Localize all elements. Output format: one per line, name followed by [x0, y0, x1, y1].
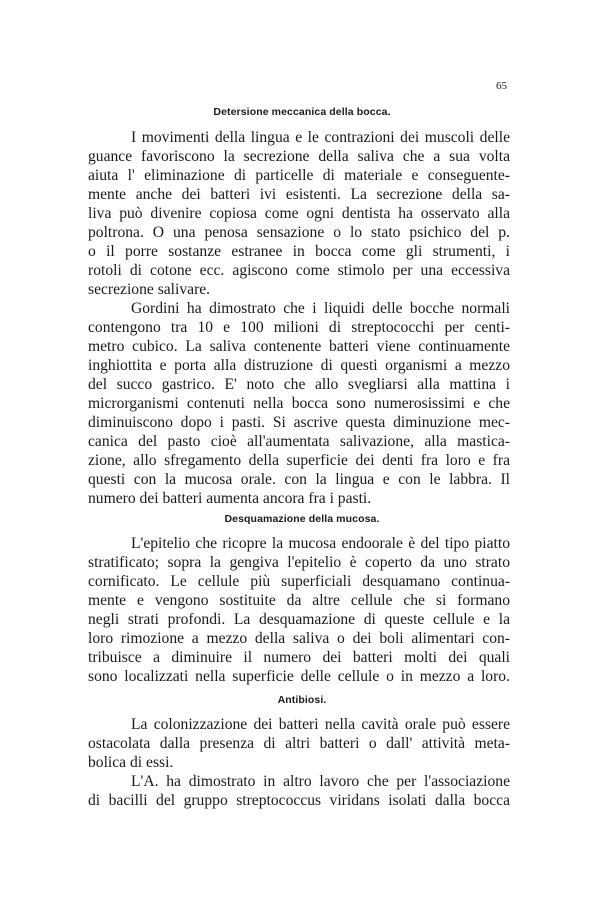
text-line: La colonizzazione dei batteri nella cavità orale può essere — [131, 716, 510, 733]
text-line: metro cubico. La saliva contenente batteri viene continuamente — [88, 338, 510, 355]
text-line: poltrona. O una penosa sensazione o lo stato psichico del p. — [88, 224, 510, 241]
text-line: di bacilli del gruppo streptococcus viridans isolati dalla bocca — [88, 792, 510, 809]
text-line: del succo gastrico. E' noto che allo svegliarsi alla mattina i — [88, 376, 510, 393]
text-line: rotoli di cotone ecc. agiscono come stimolo per una eccessiva — [88, 262, 510, 279]
text-line: mente anche dei batteri ivi esistenti. La secrezione della sa- — [88, 186, 510, 203]
text-line: I movimenti della lingua e le contrazioni dei muscoli delle — [131, 129, 510, 146]
text-line: Gordini ha dimostrato che i liquidi delle bocche normali — [131, 300, 510, 317]
text-line: cornificato. Le cellule più superficiali desquamano continua- — [88, 573, 510, 590]
text-line: ostacolata dalla presenza di altri batteri o dall' attività meta- — [88, 735, 510, 752]
section-heading: Antibiosi. — [277, 694, 327, 706]
text-line: sono localizzati nella superficie delle cellule o in mezzo a loro. — [88, 668, 510, 685]
text-line: canica del pasto cioè all'aumentata salivazione, alla mastica- — [88, 433, 510, 450]
text-line: L'epitelio che ricopre la mucosa endoorale è del tipo piatto — [131, 535, 510, 552]
page-number: 65 — [496, 80, 507, 92]
section-heading: Desquamazione della mucosa. — [224, 513, 380, 525]
text-line: stratificato; sopra la gengiva l'epitelio è coperto da uno strato — [88, 554, 510, 571]
text-line: aiuta l' eliminazione di particelle di materiale e conseguente- — [88, 167, 510, 184]
text-line: o il porre sostanze estranee in bocca come gli strumenti, i — [88, 243, 510, 260]
text-line: secrezione salivare. — [88, 281, 211, 298]
text-line: guance favoriscono la secrezione della saliva che a sua volta — [88, 148, 510, 165]
text-line: zione, allo sfregamento della superficie dei denti fra loro e fra — [88, 452, 510, 469]
text-line: contengono tra 10 e 100 milioni di streptococchi per centi- — [88, 319, 510, 336]
section-heading: Detersione meccanica della bocca. — [213, 106, 391, 118]
text-line: liva può divenire copiosa come ogni dentista ha osservato alla — [88, 205, 510, 222]
text-line: diminuiscono dopo i pasti. Si ascrive questa diminuzione mec- — [88, 414, 510, 431]
text-line: bolica di essi. — [88, 754, 174, 771]
text-line: tribuisce a diminuire il numero dei batteri molti dei quali — [88, 649, 510, 666]
text-line: inghiottita e porta alla distruzione di questi organismi a mezzo — [88, 357, 510, 374]
text-line: L'A. ha dimostrato in altro lavoro che per l'associazione — [131, 773, 510, 790]
text-line: mente e vengono sostituite da altre cellule che si formano — [88, 592, 510, 609]
text-line: numero dei batteri aumenta ancora fra i pasti. — [88, 490, 372, 507]
text-line: questi con la mucosa orale. con la lingua e con le labbra. Il — [88, 471, 510, 488]
text-line: microrganismi contenuti nella bocca sono numerosissimi e che — [88, 395, 510, 412]
text-line: negli strati profondi. La desquamazione di queste cellule e la — [88, 611, 510, 628]
text-line: loro rimozione a mezzo della saliva o dei boli alimentari con- — [88, 630, 510, 647]
